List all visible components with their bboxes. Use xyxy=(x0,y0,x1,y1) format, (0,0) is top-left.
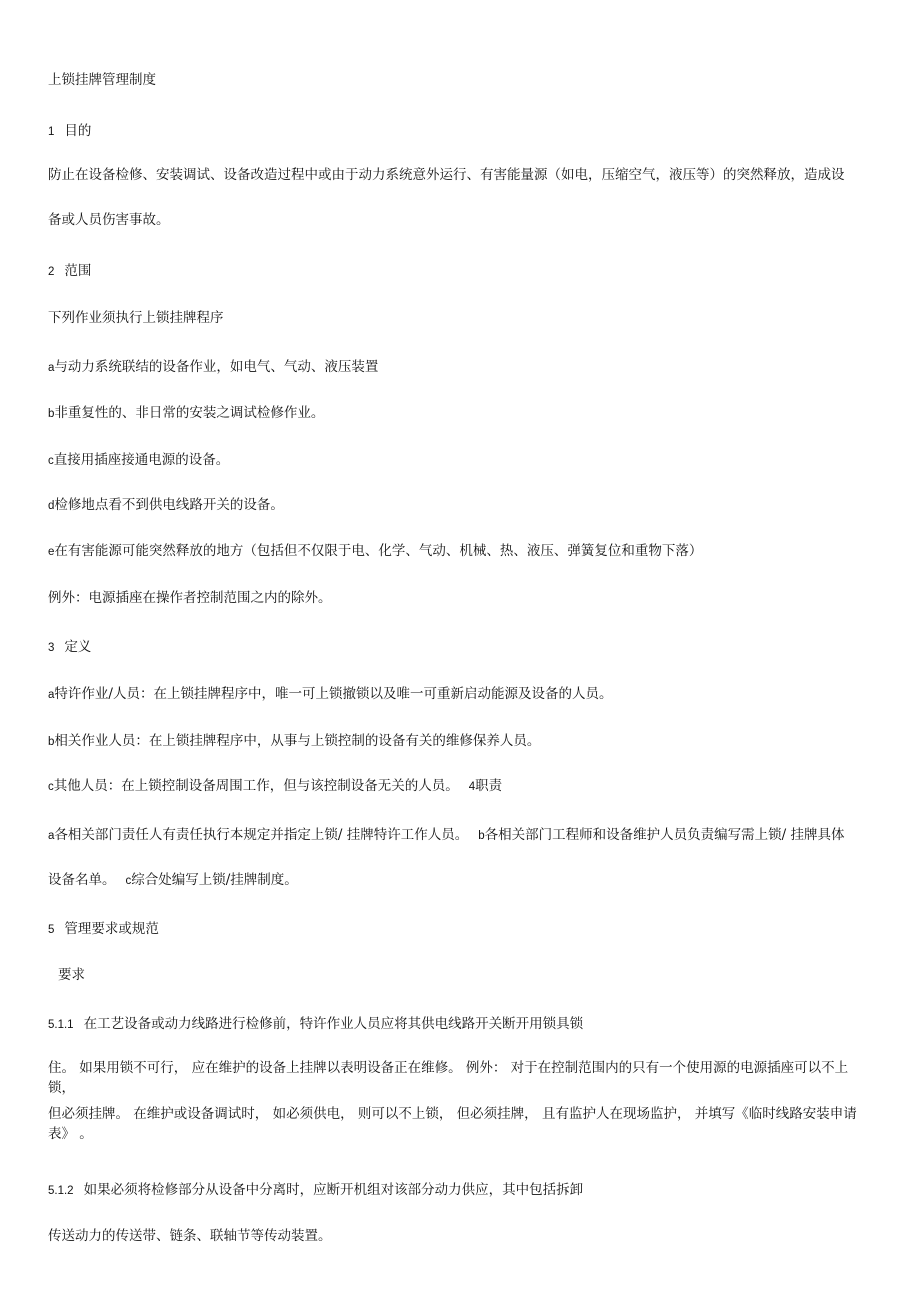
section-2-item-b: b非重复性的、非日常的安装之调试检修作业。 xyxy=(48,405,325,421)
section-3-item-c-and-section-4-heading: c其他人员：在上锁控制设备周围工作，但与该控制设备无关的人员。 4职责 xyxy=(48,778,503,794)
section-4-line-1: a各相关部门责任人有责任执行本规定并指定上锁/ 挂牌特许工作人员。 b各相关部门工程师和设备维护人员负责编写需上锁/ 挂牌具体 xyxy=(48,827,845,843)
clause-5-1-1-line-3: 但必须挂牌。 在维护或设备调试时， 如必须供电， 则可以不上锁， 但必须挂牌， 且有监护人在现场监护， 并填写《临时线路安装申请表》 。 xyxy=(48,1106,857,1142)
section-2-item-e: e在有害能源可能突然释放的地方（包括但不仅限于电、化学、气动、机械、热、液压、弹簧复位和重物下落） xyxy=(48,543,703,559)
clause-5-1-2-line-1: 5.1.2 如果必须将检修部分从设备中分离时，应断开机组对该部分动力供应，其中包括拆卸 xyxy=(48,1182,584,1198)
section-4-line-2: 设备名单。 c综合处编写上锁/挂牌制度。 xyxy=(48,872,298,888)
section-2-item-a: a与动力系统联结的设备作业，如电气、气动、液压装置 xyxy=(48,359,379,375)
section-1-heading: 1 目的 xyxy=(48,123,92,139)
clause-5-1-1-line-2: 住。 如果用锁不可行， 应在维护的设备上挂牌以表明设备正在维修。 例外： 对于在控制范围内的只有一个使用源的电源插座可以不上锁， xyxy=(48,1060,849,1096)
clause-5-1-2-line-2: 传送动力的传送带、链条、联轴节等传动装置。 xyxy=(48,1228,332,1244)
clause-5-1-1-line-1: 5.1.1 在工艺设备或动力线路进行检修前，特许作业人员应将其供电线路开关断开用锁具锁 xyxy=(48,1016,584,1032)
section-1-body-line-2: 备或人员伤害事故。 xyxy=(48,212,170,228)
section-5-subheading: 要求 xyxy=(58,967,85,983)
section-1-body-line-1: 防止在设备检修、安装调试、设备改造过程中或由于动力系统意外运行、有害能量源（如电，压缩空气，液压等）的突然释放，造成设 xyxy=(48,167,845,183)
section-3-heading: 3 定义 xyxy=(48,639,92,655)
section-2-heading: 2 范围 xyxy=(48,263,92,279)
section-3-item-a: a特许作业/人员：在上锁挂牌程序中，唯一可上锁撤锁以及唯一可重新启动能源及设备的人员。 xyxy=(48,686,613,702)
section-2-exception: 例外：电源插座在操作者控制范围之内的除外。 xyxy=(48,590,332,606)
doc-title: 上锁挂牌管理制度 xyxy=(48,72,156,88)
section-2-item-c: c直接用插座接通电源的设备。 xyxy=(48,452,230,468)
section-5-heading: 5 管理要求或规范 xyxy=(48,921,159,937)
section-2-item-d: d检修地点看不到供电线路开关的设备。 xyxy=(48,497,284,513)
section-2-intro: 下列作业须执行上锁挂牌程序 xyxy=(48,310,224,326)
section-3-item-b: b相关作业人员：在上锁挂牌程序中，从事与上锁控制的设备有关的维修保养人员。 xyxy=(48,733,541,749)
